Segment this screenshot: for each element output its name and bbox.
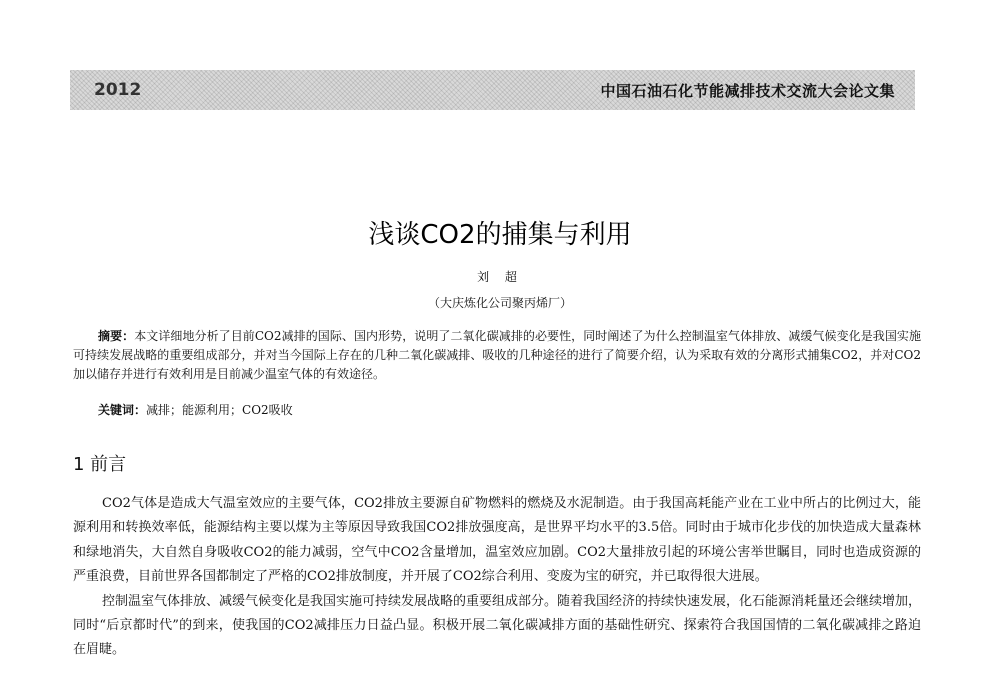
abstract [73, 327, 921, 384]
paper-title: 浅谈CO2的捕集与利用 [368, 220, 632, 250]
abstract-text: 本文详细地分析了目前CO2减排的国际、国内形势，说明了二氧化碳减排的必要性，同时阐述了为什么控制温室气体排放、减缓气候变化是我国实施可持续发展战略的重要组成部分，并对当今国际上存在的几种二氧化碳减排、吸收的几种途径的进行了简要介绍，认为采取有效的分离形式捕集CO2，并对CO2加以储存并进行有效利用是目前减少温室气体的有效途径。 [73, 329, 921, 381]
affiliation: （大庆炼化公司聚丙烯厂） [427, 296, 572, 310]
keywords [98, 401, 293, 418]
header-year: 2012 [94, 80, 142, 100]
paragraph-1: CO2气体是造成大气温室效应的主要气体，CO2排放主要源自矿物燃料的燃烧及水泥制造。由于我国高耗能产业在工业中所占的比例过大，能源利用和转换效率低，能源结构主要以煤为主等原因导致我国CO2排放强度高，是世界平均水平的3.5倍。同时由于城市化步伐的加快造成大量森林和绿地消失，大自然自身吸收CO2的能力减弱，空气中CO2含量增加，温室效应加剧。CO2大量排放引起的环境公害举世瞩目，同时也造成资源的严重浪费，目前世界各国都制定了严格的CO2排放制度，并开展了CO2综合利用、变废为宝的研究，并已取得很大进展。 [73, 496, 921, 585]
abstract-label: 摘要： [98, 329, 135, 343]
paragraph-2: 控制温室气体排放、减缓气候变化是我国实施可持续发展战略的重要组成部分。随着我国经济的持续快速发展，化石能源消耗量还会继续增加，同时“后京都时代”的到来，使我国的CO2减排压力日益凸显。积极开展二氧化碳减排方面的基础性研究、探索符合我国国情的二氧化碳减排之路迫在眉睫。 [73, 593, 922, 658]
proceedings-title: 中国石油石化节能减排技术交流大会论文集 [600, 82, 895, 100]
section-heading: 1 前言 [73, 454, 127, 475]
section-body [73, 492, 921, 663]
keywords-label: 关键词： [98, 403, 147, 417]
author: 刘 超 [477, 270, 523, 284]
keywords-text: 减排；能源利用；CO2吸收 [146, 403, 293, 417]
